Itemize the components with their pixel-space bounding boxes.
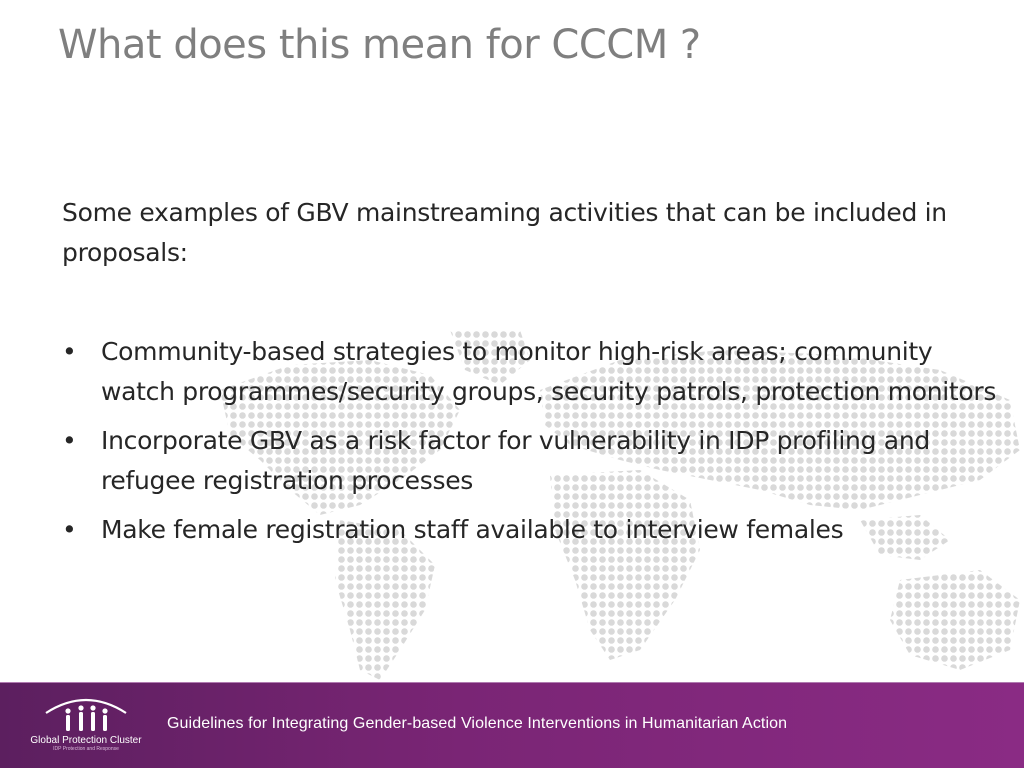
- bullet-list: [62, 332, 1002, 559]
- bullet-item: [62, 510, 1002, 550]
- bullet-marker: •: [62, 515, 77, 544]
- slide-title: What does this mean for CCCM ?: [58, 22, 701, 68]
- global-protection-cluster-logo: [30, 693, 142, 765]
- intro-paragraph: Some examples of GBV mainstreaming activities that can be included in proposals:: [62, 198, 947, 267]
- logo-subtitle: IDP Protection and Response: [53, 746, 119, 752]
- bullet-text: Community-based strategies to monitor high-risk areas; community watch programmes/security groups, security patrols, protection monitors: [101, 337, 997, 406]
- bullet-text: Incorporate GBV as a risk factor for vulnerability in IDP profiling and refugee registration processes: [101, 426, 930, 495]
- footer-bar: [0, 682, 1024, 768]
- bullet-item: [62, 421, 1002, 501]
- logo-name: Global Protection Cluster: [30, 735, 142, 746]
- bullet-marker: •: [62, 426, 77, 455]
- bullet-item: [62, 332, 1002, 412]
- people-arc-icon: [38, 693, 134, 735]
- bullet-text: Make female registration staff available to interview females: [101, 515, 844, 544]
- bullet-marker: •: [62, 337, 77, 366]
- footer-caption: Guidelines for Integrating Gender-based Violence Interventions in Humanitarian Action: [167, 715, 788, 732]
